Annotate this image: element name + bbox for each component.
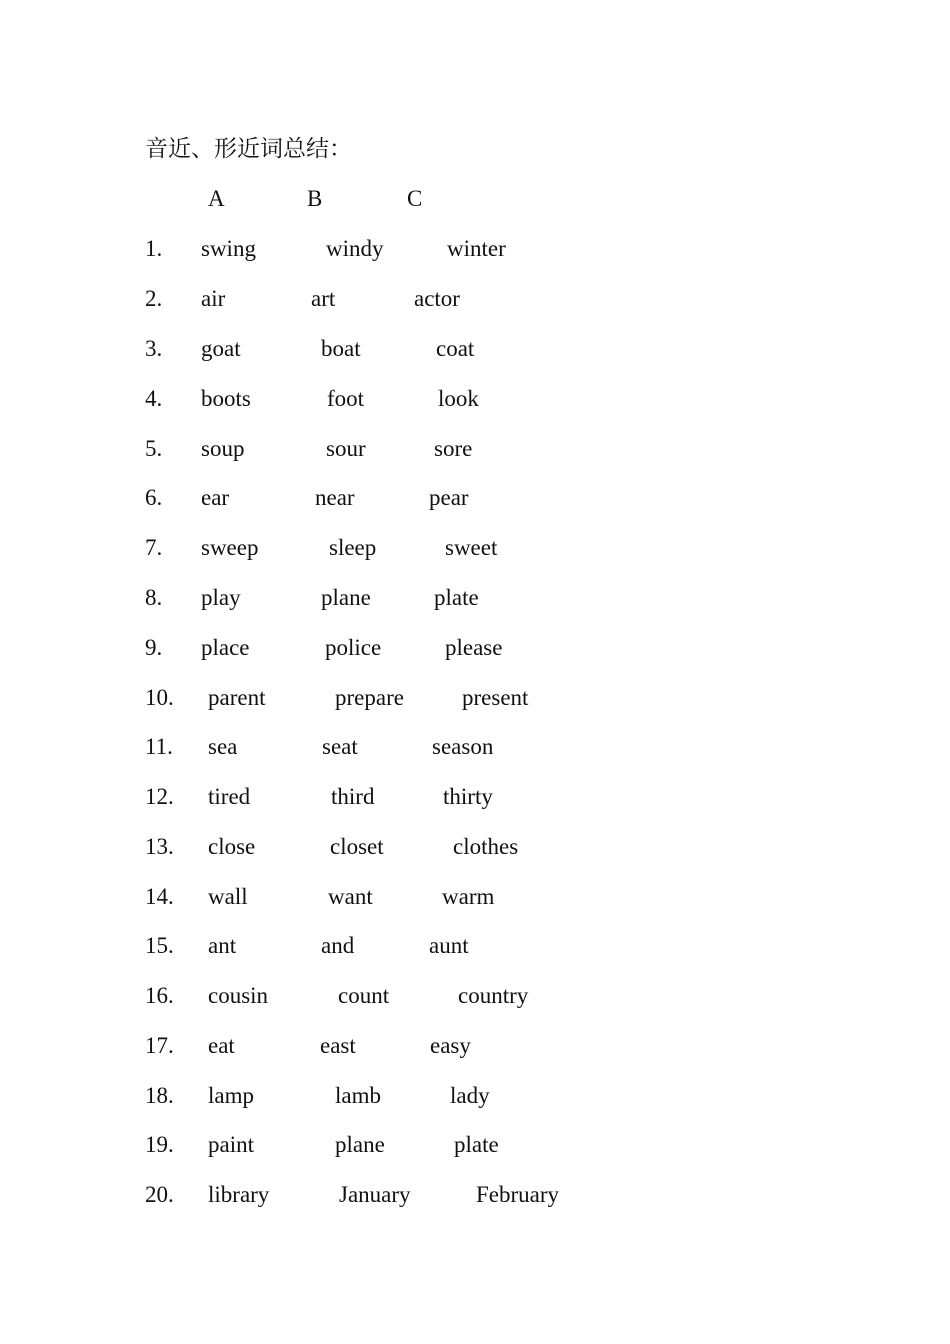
word-a: lamp: [208, 1083, 254, 1108]
word-a: air: [201, 286, 226, 311]
row-number: 13.: [145, 834, 174, 859]
word-b: sleep: [329, 535, 377, 560]
word-b: seat: [322, 734, 358, 759]
word-b: and: [321, 933, 355, 958]
word-a: tired: [208, 784, 251, 809]
word-a: library: [208, 1182, 270, 1207]
word-a: ear: [201, 485, 230, 510]
word-b: plane: [335, 1132, 385, 1157]
word-c: pear: [429, 485, 469, 510]
word-b: boat: [321, 336, 361, 361]
row-number: 12.: [145, 784, 174, 809]
word-b: windy: [326, 236, 384, 261]
word-a: swing: [201, 236, 256, 261]
word-a: ant: [208, 933, 237, 958]
word-a: soup: [201, 436, 245, 461]
page-title: 音近、形近词总结：: [145, 136, 352, 161]
word-c: warm: [442, 884, 495, 909]
word-a: cousin: [208, 983, 269, 1008]
word-a: sweep: [201, 535, 259, 560]
word-c: thirty: [443, 784, 493, 809]
word-a: boots: [201, 386, 251, 411]
word-c: coat: [436, 336, 475, 361]
word-b: prepare: [335, 685, 404, 710]
word-c: look: [438, 386, 479, 411]
row-number: 9.: [145, 635, 163, 660]
row-number: 7.: [145, 535, 163, 560]
word-b: want: [328, 884, 373, 909]
word-c: country: [458, 983, 529, 1008]
row-number: 4.: [145, 386, 163, 411]
word-b: east: [320, 1033, 356, 1058]
word-a: play: [201, 585, 241, 610]
column-header-c: C: [407, 186, 423, 211]
row-number: 10.: [145, 685, 174, 710]
row-number: 8.: [145, 585, 163, 610]
word-c: sweet: [445, 535, 498, 560]
word-c: winter: [447, 236, 506, 261]
word-c: season: [432, 734, 494, 759]
word-b: count: [338, 983, 390, 1008]
column-header-b: B: [307, 186, 323, 211]
word-a: parent: [208, 685, 266, 710]
word-c: clothes: [453, 834, 519, 859]
word-b: closet: [330, 834, 384, 859]
row-number: 16.: [145, 983, 174, 1008]
row-number: 11.: [145, 734, 173, 759]
word-b: third: [331, 784, 375, 809]
word-c: aunt: [429, 933, 469, 958]
row-number: 14.: [145, 884, 174, 909]
row-number: 19.: [145, 1132, 174, 1157]
word-b: plane: [321, 585, 371, 610]
word-a: eat: [208, 1033, 235, 1058]
row-number: 3.: [145, 336, 163, 361]
word-c: plate: [434, 585, 479, 610]
word-c: February: [476, 1182, 560, 1207]
word-b: art: [311, 286, 336, 311]
word-c: present: [462, 685, 529, 710]
row-number: 17.: [145, 1033, 174, 1058]
word-a: goat: [201, 336, 241, 361]
word-a: paint: [208, 1132, 254, 1157]
word-a: close: [208, 834, 256, 859]
row-number: 1.: [145, 236, 163, 261]
row-number: 18.: [145, 1083, 174, 1108]
word-b: January: [339, 1182, 411, 1207]
word-c: easy: [430, 1033, 471, 1058]
word-b: police: [325, 635, 382, 660]
word-c: sore: [434, 436, 473, 461]
row-number: 15.: [145, 933, 174, 958]
word-b: near: [315, 485, 355, 510]
row-number: 6.: [145, 485, 163, 510]
word-c: plate: [454, 1132, 499, 1157]
word-c: lady: [450, 1083, 490, 1108]
column-header-a: A: [208, 186, 225, 211]
row-number: 20.: [145, 1182, 174, 1207]
word-c: actor: [414, 286, 460, 311]
word-b: lamb: [335, 1083, 381, 1108]
word-b: sour: [326, 436, 366, 461]
row-number: 2.: [145, 286, 163, 311]
word-c: please: [445, 635, 503, 660]
word-a: sea: [208, 734, 238, 759]
row-number: 5.: [145, 436, 163, 461]
word-b: foot: [327, 386, 365, 411]
word-a: place: [201, 635, 250, 660]
word-a: wall: [208, 884, 248, 909]
